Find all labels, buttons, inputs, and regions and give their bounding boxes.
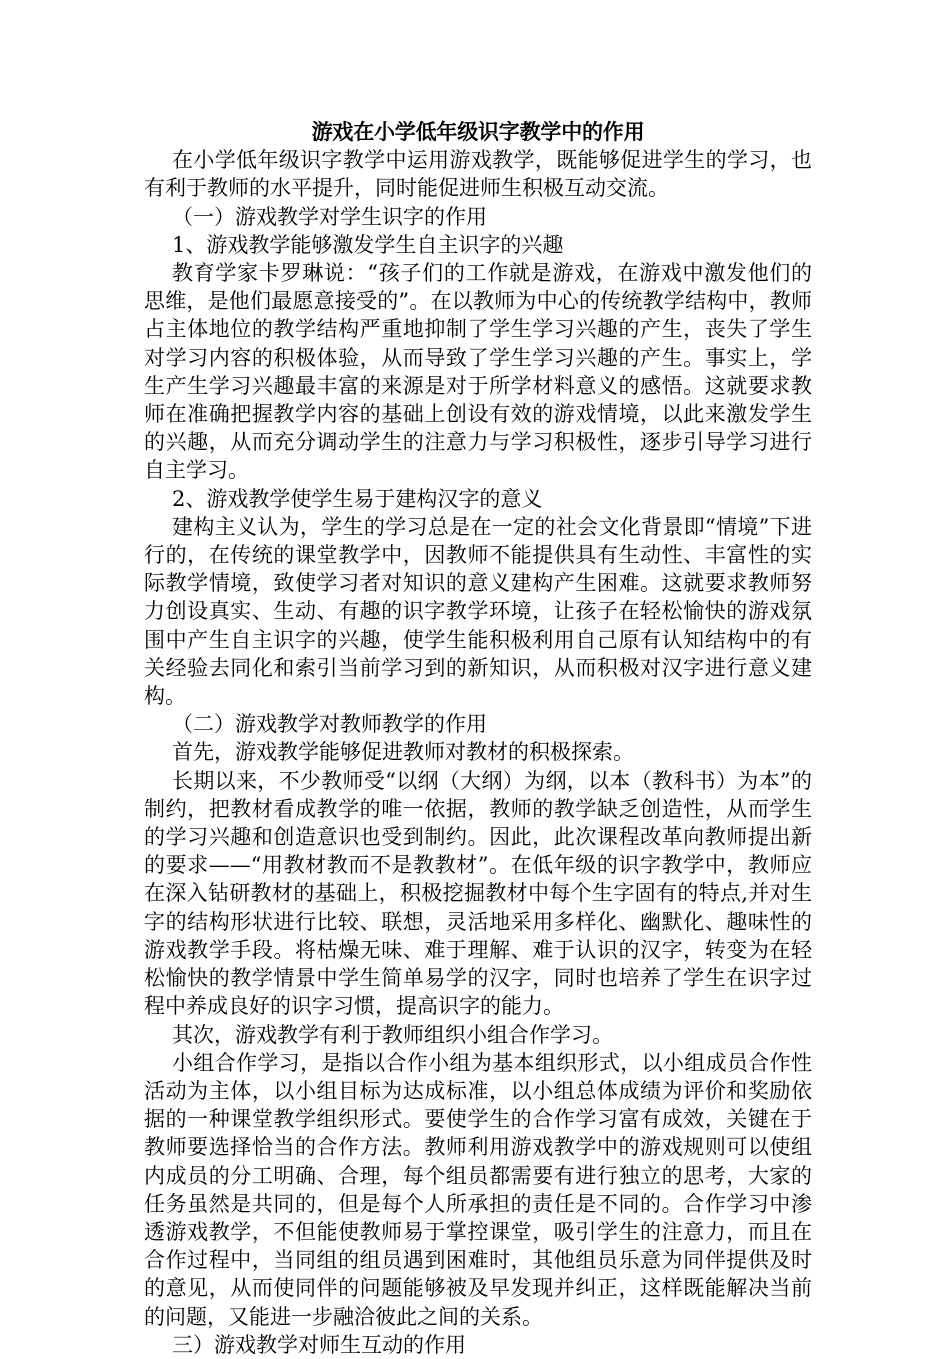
- intro-paragraph: 在小学低年级识字教学中运用游戏教学，既能够促进学生的学习，也有利于教师的水平提升，同时能促进师生积极互动交流。: [144, 148, 812, 201]
- section-heading-1: （一）游戏教学对学生识字的作用: [172, 204, 487, 229]
- body-paragraph: 其次，游戏教学有利于教师组织小组合作学习。: [172, 1022, 613, 1047]
- body-paragraph: 首先，游戏教学能够促进教师对教材的积极探索。: [172, 740, 634, 765]
- body-paragraph: 小组合作学习，是指以合作小组为基本组织形式，以小组成员合作性活动为主体，以小组目标为达成标准，以小组总体成绩为评价和奖励依据的一种课堂教学组织形式。要使学生的合作学习富有成效，关键在于教师要选择恰当的合作方法。教师利用游戏教学中的游戏规则可以使组内成员的分工明确、合理，每个组员都需要有进行独立的思考，大家的任务虽然是共同的，但是每个人所承担的责任是不同的。合作学习中渗透游戏教学，不但能使教师易于掌控课堂，吸引学生的注意力，而且在合作过程中，当同组的组员遇到困难时，其他组员乐意为同伴提供及时的意见，从而使同伴的问题能够被及早发现并纠正，这样既能解决当前的问题，又能进一步融洽彼此之间的关系。: [144, 1050, 812, 1329]
- document-title: 游戏在小学低年级识字教学中的作用: [311, 119, 645, 144]
- document-page: [144, 118, 812, 1359]
- subsection-heading-1: 1、游戏教学能够激发学生自主识字的兴趣: [172, 232, 564, 257]
- section-heading-2: （二）游戏教学对教师教学的作用: [172, 712, 487, 737]
- section-heading-3: 三）游戏教学对师生互动的作用: [172, 1332, 466, 1357]
- subsection-heading-2: 2、游戏教学使学生易于建构汉字的意义: [172, 486, 543, 511]
- body-paragraph: 建构主义认为，学生的学习总是在一定的社会文化背景即“情境”下进行的，在传统的课堂教学中，因教师不能提供具有生动性、丰富性的实际教学情境，致使学习者对知识的意义建构产生困难。这就要求教师努力创设真实、生动、有趣的识字教学环境，让孩子在轻松愉快的游戏氛围中产生自主识字的兴趣，使学生能积极利用自己原有认知结构中的有关经验去同化和索引当前学习到的新知识，从而积极对汉字进行意义建构。: [144, 514, 812, 709]
- body-paragraph: 长期以来，不少教师受“以纲（大纲）为纲，以本（教科书）为本”的制约，把教材看成教学的唯一依据，教师的教学缺乏创造性，从而学生的学习兴趣和创造意识也受到制约。因此，此次课程改革向教师提出新的要求——“用教材教而不是教教材”。在低年级的识字教学中，教师应在深入钻研教材的基础上，积极挖掘教材中每个生字固有的特点,并对生字的结构形状进行比较、联想，灵活地采用多样化、幽默化、趣味性的游戏教学手段。将枯燥无味、难于理解、难于认识的汉字，转变为在轻松愉快的教学情景中学生简单易学的汉字，同时也培养了学生在识字过程中养成良好的识字习惯，提高识字的能力。: [144, 768, 812, 1019]
- body-paragraph: 教育学家卡罗琳说：“孩子们的工作就是游戏，在游戏中激发他们的思维，是他们最愿意接受的”。在以教师为中心的传统教学结构中，教师占主体地位的教学结构严重地抑制了学生学习兴趣的产生，丧失了学生对学习内容的积极体验，从而导致了学生学习兴趣的产生。事实上，学生产生学习兴趣最丰富的来源是对于所学材料意义的感悟。这就要求教师在准确把握教学内容的基础上创设有效的游戏情境，以此来激发学生的兴趣，从而充分调动学生的注意力与学习积极性，逐步引导学习进行自主学习。: [144, 261, 812, 483]
